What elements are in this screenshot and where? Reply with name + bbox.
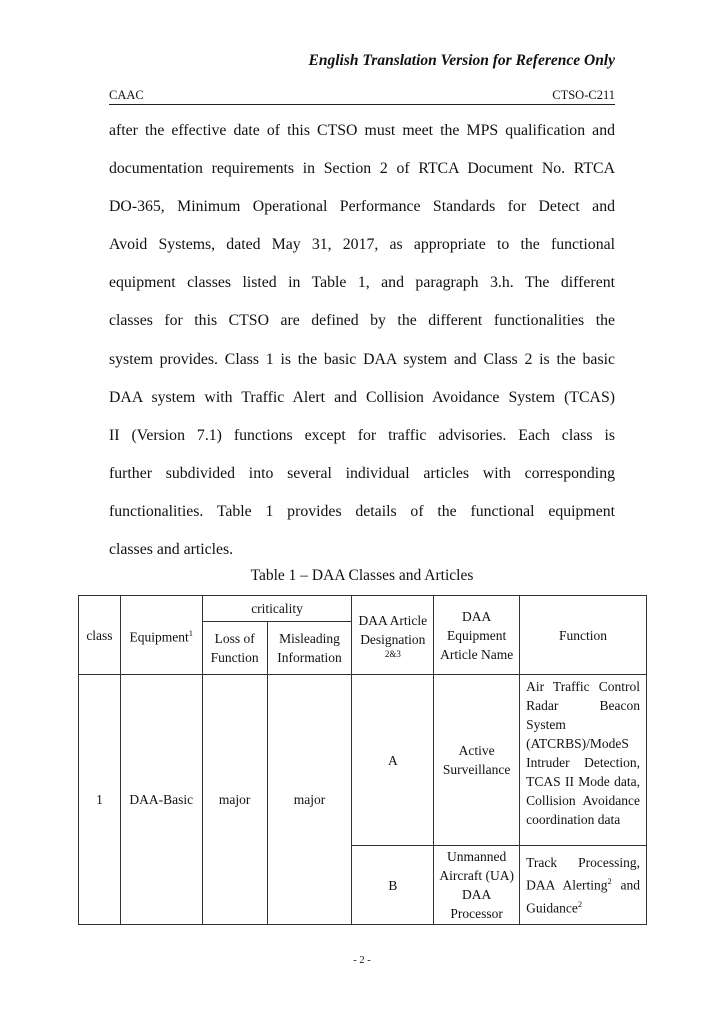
footnote-marker: 2 [577,898,583,909]
daa-classes-table [78,595,647,925]
header-article-name: DAA Equipment Article Name [434,596,520,675]
body-line: classes for this CTSO are defined by the different functionalities the [109,312,615,330]
body-line: system provides. Class 1 is the basic DAA system and Class 2 is the basic [109,350,615,368]
footnote-marker: 2&3 [384,649,401,659]
document-header-title: English Translation Version for Reference Only [308,52,615,69]
header-loss-of-function: Loss of Function [202,622,267,675]
header-misleading-information: Misleading Information [267,622,352,675]
body-line: equipment classes listed in Table 1, and paragraph 3.h. The different [109,274,615,292]
body-line: documentation requirements in Section 2 of RTCA Document No. RTCA [109,160,615,178]
body-line: Avoid Systems, dated May 31, 2017, as appropriate to the functional [109,236,615,254]
page-number: - 2 - [353,955,371,966]
cell-article-designation: A [352,675,434,846]
body-line: II (Version 7.1) functions except for traffic advisories. Each class is [109,426,615,444]
body-paragraph [109,112,615,569]
cell-function: Air Traffic Control Radar Beacon System (ATCRBS)/ModeS Intruder Detection, TCAS II Mode data, Collision Avoidance coordination data [520,675,647,846]
footnote-marker: 2 [607,876,612,886]
cell-misleading-information: major [267,675,352,925]
body-line: classes and articles. [109,541,234,559]
table-caption: Table 1 – DAA Classes and Articles [250,567,474,584]
cell-article-name: Active Surveillance [434,675,520,846]
body-line: after the effective date of this CTSO must meet the MPS qualification and [109,122,615,139]
cell-article-name: Unmanned Aircraft (UA) DAA Processor [434,846,520,925]
header-left-label: CAAC [109,88,144,102]
body-line: further subdivided into several individual articles with corresponding [109,464,615,482]
header-equipment: Equipment$^1$ [120,596,202,675]
body-line: DAA system with Traffic Alert and Collision Avoidance System (TCAS) [109,388,615,406]
cell-article-designation: B [352,846,434,925]
body-line: functionalities. Table 1 provides details of the functional equipment [109,502,615,520]
table-header-row [79,596,647,622]
footnote-marker: 1 [188,627,194,638]
header-document-number: CTSO-C211 [552,88,615,102]
header-criticality: criticality [202,596,352,622]
body-line: DO-365, Minimum Operational Performance Standards for Detect and [109,198,615,216]
cell-loss-of-function: major [202,675,267,925]
header-class: class [79,596,121,675]
table-row [79,675,647,846]
running-header [109,88,615,105]
cell-function: Track Processing, DAA Alerting$^2$ and Guidance$^2$ [520,846,647,925]
cell-class: 1 [79,675,121,925]
header-article-designation: DAA Article Designation 2&3 [352,596,434,675]
cell-equipment: DAA-Basic [120,675,202,925]
header-function: Function [520,596,647,675]
